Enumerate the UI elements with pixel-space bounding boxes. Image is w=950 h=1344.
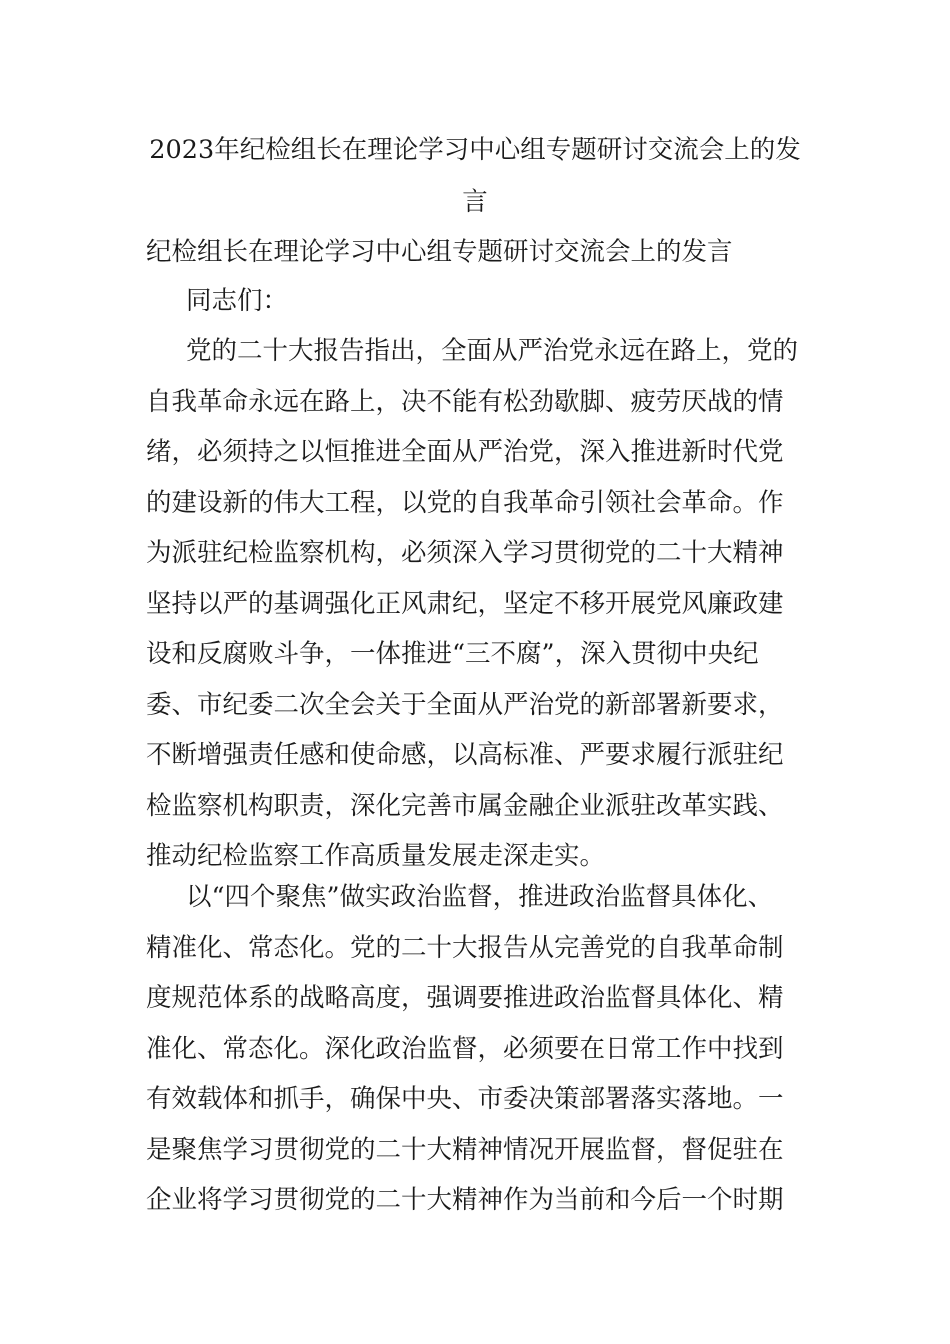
paragraph-line: 检监察机构职责，深化完善市属金融企业派驻改革实践、 <box>146 790 784 821</box>
paragraph-line: 准化、常态化。深化政治监督，必须要在日常工作中找到 <box>146 1033 784 1064</box>
paragraph-line: 有效载体和抓手，确保中央、市委决策部署落实落地。一 <box>146 1084 784 1114</box>
paragraph-line: 不断增强责任感和使命感，以高标准、严要求履行派驻纪 <box>146 740 784 770</box>
paragraph-line: 企业将学习贯彻党的二十大精神作为当前和今后一个时期 <box>146 1185 784 1215</box>
paragraph-1 <box>146 326 826 882</box>
paragraph-line: 以“四个聚焦”做实政治监督，推进政治监督具体化、 <box>186 882 774 912</box>
paragraph-line: 坚持以严的基调强化正风肃纪，坚定不移开展党风廉政建 <box>146 588 784 619</box>
paragraph-line: 委、市纪委二次全会关于全面从严治党的新部署新要求， <box>146 689 784 720</box>
paragraph-line: 的建设新的伟大工程，以党的自我革命引领社会革命。作 <box>146 487 784 518</box>
document-title-line-2: 言 <box>462 187 488 217</box>
document-title-line-1: 2023年纪检组长在理论学习中心组专题研讨交流会上的发 <box>149 135 801 165</box>
paragraph-line: 自我革命永远在路上，决不能有松劲歇脚、疲劳厌战的情 <box>146 386 784 417</box>
paragraph-line: 为派驻纪检监察机构，必须深入学习贯彻党的二十大精神 <box>146 538 784 568</box>
paragraph-line: 党的二十大报告指出，全面从严治党永远在路上，党的 <box>186 336 799 366</box>
greeting <box>146 276 826 327</box>
paragraph-line: 是聚焦学习贯彻党的二十大精神情况开展监督，督促驻在 <box>146 1134 784 1165</box>
greeting-text: 同志们： <box>186 286 289 316</box>
paragraph-line: 设和反腐败斗争，一体推进“三不腐”，深入贯彻中央纪 <box>146 639 759 669</box>
paragraph-line: 度规范体系的战略高度，强调要推进政治监督具体化、精 <box>146 983 784 1013</box>
paragraph-line: 绪，必须持之以恒推进全面从严治党，深入推进新时代党 <box>146 437 784 467</box>
paragraph-2 <box>146 872 826 1226</box>
document-subtitle: 纪检组长在理论学习中心组专题研讨交流会上的发言 <box>146 237 733 267</box>
paragraph-line: 精准化、常态化。党的二十大报告从完善党的自我革命制 <box>146 932 784 963</box>
paragraph-line: 推动纪检监察工作高质量发展走深走实。 <box>146 841 606 871</box>
